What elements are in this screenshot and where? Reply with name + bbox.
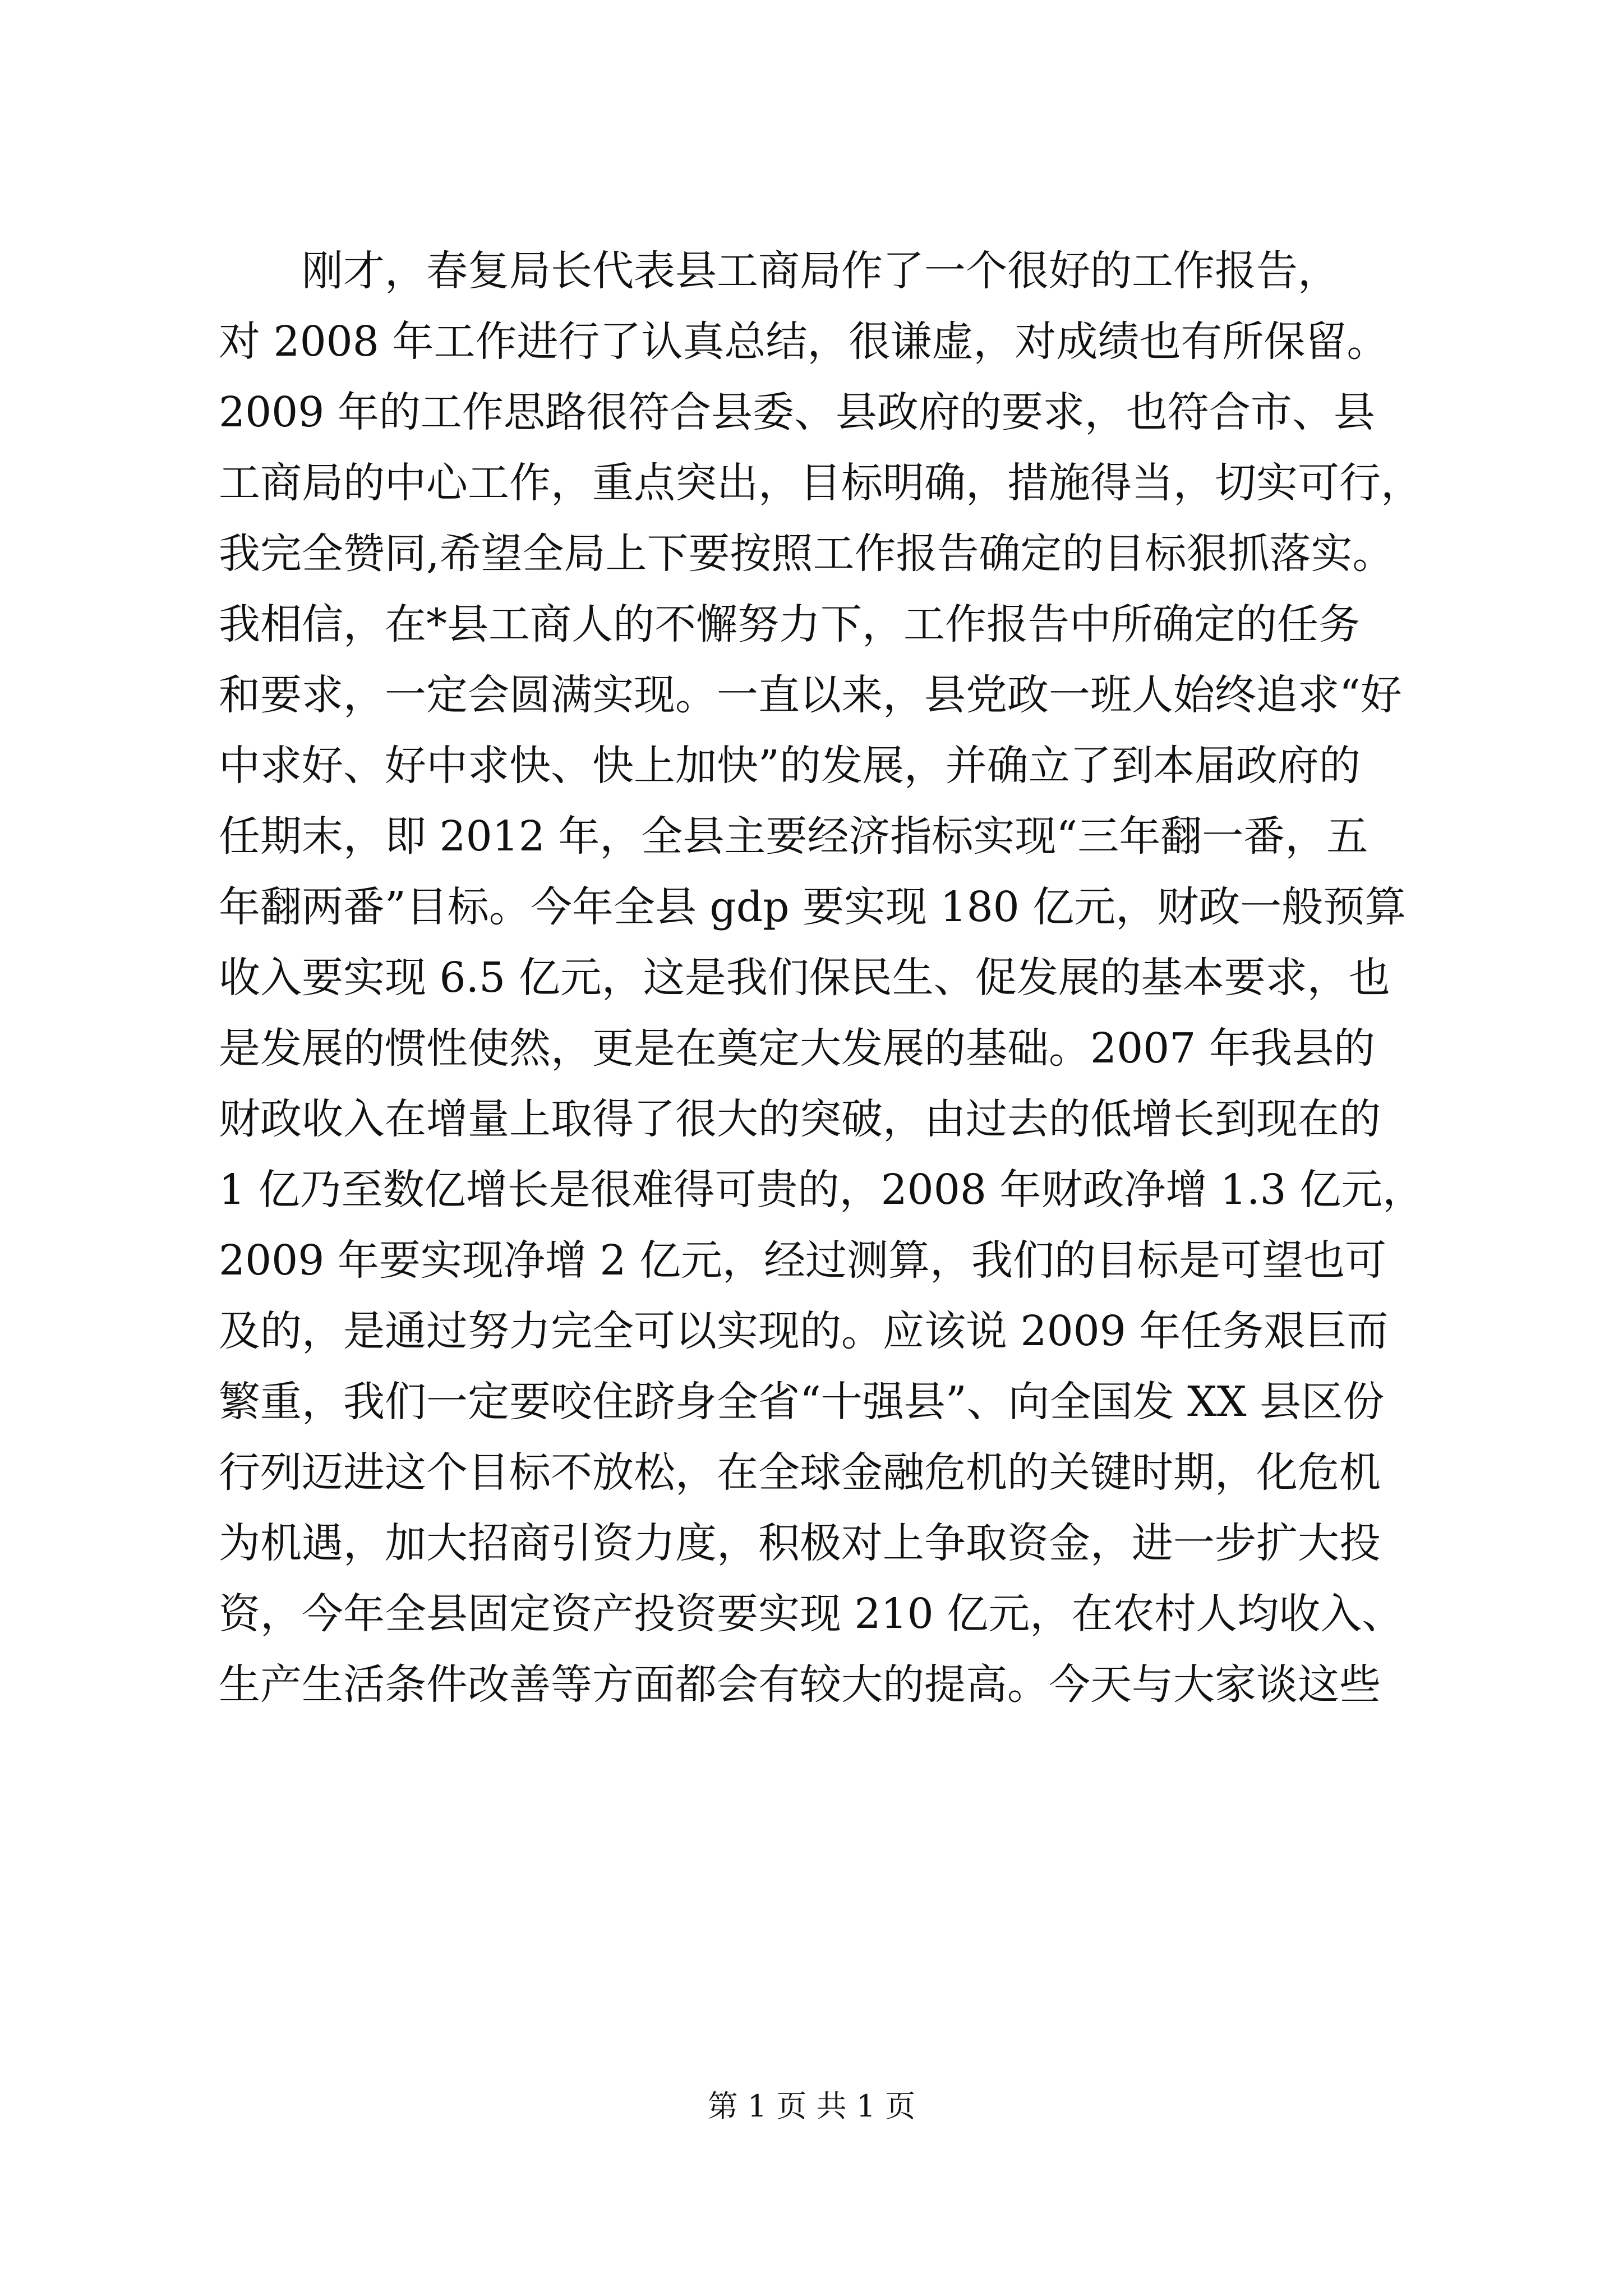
text-line: 是发展的惯性使然，更是在奠定大发展的基础。2007 年我县的: [219, 1024, 1375, 1073]
text-line: 刚才，春复局长代表县工商局作了一个很好的工作报告，: [302, 247, 1339, 295]
text-line: 行列迈进这个目标不放松，在全球金融危机的关键时期，化危机: [219, 1448, 1381, 1497]
text-line: 1 亿乃至数亿增长是很难得可贵的，2008 年财政净增 1.3 亿元，: [219, 1166, 1424, 1214]
text-line: 资，今年全县固定资产投资要实现 210 亿元，在农村人均收入、: [219, 1590, 1404, 1638]
text-line: 生产生活条件改善等方面都会有较大的提高。今天与大家谈这些: [219, 1660, 1381, 1709]
text-line: 我完全赞同,希望全局上下要按照工作报告确定的目标狠抓落实。: [219, 530, 1394, 578]
text-line: 对 2008 年工作进行了认真总结，很谦虚，对成绩也有所保留。: [219, 318, 1389, 366]
text-line: 2009 年的工作思路很符合县委、县政府的要求，也符合市、县: [219, 388, 1375, 436]
document-body: [219, 236, 1424, 1720]
text-line: 工商局的中心工作，重点突出，目标明确，措施得当，切实可行，: [219, 459, 1422, 507]
text-line: 收入要实现 6.5 亿元，这是我们保民生、促发展的基本要求，也: [219, 954, 1390, 1002]
text-line: 我相信，在*县工商人的不懈努力下，工作报告中所确定的任务: [219, 600, 1360, 648]
text-line: 财政收入在增量上取得了很大的突破，由过去的低增长到现在的: [219, 1095, 1381, 1143]
text-line: 及的，是通过努力完全可以实现的。应该说 2009 年任务艰巨而: [219, 1307, 1389, 1355]
text-line: 和要求，一定会圆满实现。一直以来，县党政一班人始终追求“好: [219, 671, 1402, 719]
text-line: 任期末，即 2012 年，全县主要经济指标实现“三年翻一番，五: [219, 812, 1368, 861]
page-number-label: 第 1 页 共 1 页: [707, 2088, 916, 2124]
text-line: 为机遇，加大招商引资力度，积极对上争取资金，进一步扩大投: [219, 1519, 1381, 1567]
text-line: 繁重，我们一定要咬住跻身全省“十强县”、向全国发 XX 县区份: [219, 1378, 1385, 1426]
text-line: 中求好、好中求快、快上加快”的发展，并确立了到本届政府的: [219, 742, 1361, 790]
text-line: 2009 年要实现净增 2 亿元，经过测算，我们的目标是可望也可: [219, 1236, 1386, 1285]
page-footer: [0, 2087, 1623, 2126]
text-line: 年翻两番”目标。今年全县 gdp 要实现 180 亿元，财政一般预算: [219, 883, 1407, 931]
